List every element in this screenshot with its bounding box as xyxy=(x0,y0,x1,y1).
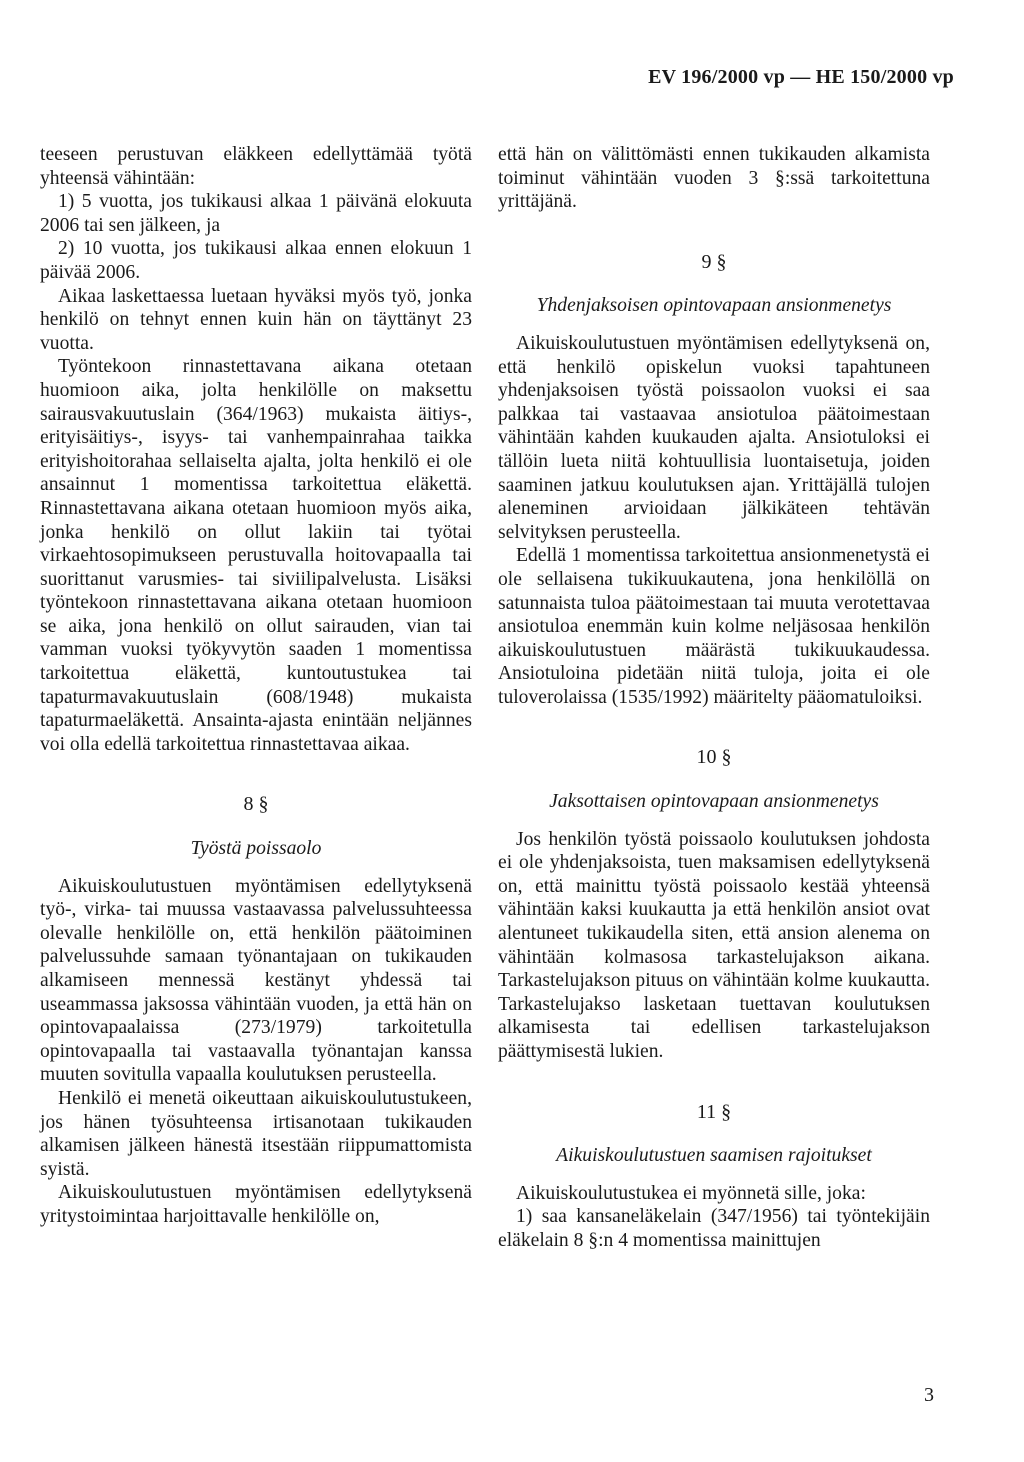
left-column xyxy=(40,143,472,1229)
paragraph: Työntekoon rinnastettavana aikana otetaan huomioon aika, jolta henkilölle on maksettu sairausvakuutuslain (364/1963) mukaista äitiys-, erityisäitiys-, isyys- tai vanhempainrahaa taikka erityishoitorahaa sellaiselta ajalta, jolta henkilö ei ole ansainnut 1 momentissa tarkoitettua eläkettä. Rinnastettavana aikana otetaan huomioon myös aika, jonka henkilö on ollut lakiin tai työtai virkaehtosopimukseen perustuvalla hoitovapaalla tai suorittanut varusmies- tai siviilipalvelusta. Lisäksi työntekoon rinnastettavana aikana otetaan huomioon se aika, jona henkilö on ollut sairauden, vian tai vamman vuoksi työkyvytön saaden 1 momentissa tarkoitettua eläkettä, kuntoutustukea tai tapaturmavakuutuslain (608/1948) mukaista tapaturmaeläkettä. Ansainta-ajasta enintään neljännes voi olla edellä tarkoitettua rinnastettavaa aikaa. xyxy=(40,356,472,755)
paragraph: Aikaa laskettaessa luetaan hyväksi myös työ, jonka henkilö on tehnyt ennen kuin hän on täyttänyt 23 vuotta. xyxy=(40,285,472,354)
section-number: 9 § xyxy=(701,250,727,273)
section-number: 8 § xyxy=(243,793,269,816)
page-header: EV 196/2000 vp — HE 150/2000 vp xyxy=(648,66,954,88)
paragraph: että hän on välittömästi ennen tukikauden alkamista toiminut vähintään vuoden 3 §:ssä tarkoitettuna yrittäjänä. xyxy=(498,144,930,213)
paragraph: Aikuiskoulutustukea ei myönnetä sille, joka: xyxy=(516,1182,866,1204)
paragraph: Aikuiskoulutustuen myöntämisen edellytyksenä on, että henkilö opiskelun vuoksi tapahtuneen yhdenjaksoisen työstä poissaolon vuoksi ei saa palkkaa tai vastaavaa ansiotuloa päätoimestaan vähintään kahden kuukauden ajalta. Ansiotuloksi ei tällöin lueta niitä kohtuullisia luontaisetuja, joiden saaminen jatkuu koulutuksen ajan. Yrittäjällä tulojen aleneminen arvioidaan jälkikäteen tehtävän selvityksen perusteella. xyxy=(498,332,930,543)
section-title: Jaksottaisen opintovapaan ansionmenetys xyxy=(549,791,879,813)
paragraph: Aikuiskoulutustuen myöntämisen edellytyksenä yritystoimintaa harjoittavalle henkilölle on, xyxy=(40,1182,472,1227)
section-number: 11 § xyxy=(696,1100,732,1123)
section-title: Aikuiskoulutustuen saamisen rajoitukset xyxy=(556,1145,872,1167)
paragraph: Edellä 1 momentissa tarkoitettua ansionmenetystä ei ole sellaisena tukikuukautena, jona henkilöllä on satunnaista tuloa päätoimestaan tai muuta verotettavaa ansiotuloa enemmän kuin kolme neljäsosaa henkilön aikuiskoulutustuen määrästä tukikuukaudessa. Ansiotuloina pidetään niitä tuloja, joita ei ole tuloverolaissa (1535/1992) määritelty pääomatuloiksi. xyxy=(498,545,930,708)
list-item: 1) 5 vuotta, jos tukikausi alkaa 1 päivänä elokuuta 2006 tai sen jälkeen, ja xyxy=(40,191,472,236)
paragraph: Jos henkilön työstä poissaolo koulutuksen johdosta ei ole yhdenjaksoista, tuen maksamisen edellytyksenä on, että mainittu työstä poissaolo kestää yhteensä vähintään kaksi kuukautta ja että henkilön ansiot ovat alentuneet tukikaudella siten, että ansion alenema on vähintään kolmasosa tarkastelujakson aikana. Tarkastelujakson pituus on vähintään kolme kuukautta. Tarkastelujakso lasketaan tuettavan koulutuksen alkamisesta tai edellisen tarkastelujakson päättymisestä lukien. xyxy=(498,828,930,1062)
paragraph: teeseen perustuvan eläkkeen edellyttämää työtä yhteensä vähintään: xyxy=(40,144,472,189)
section-title: Työstä poissaolo xyxy=(190,838,322,860)
right-column xyxy=(498,143,930,1253)
list-item: 2) 10 vuotta, jos tukikausi alkaa ennen elokuun 1 päivää 2006. xyxy=(40,238,472,283)
paragraph: Aikuiskoulutustuen myöntämisen edellytyksenä työ-, virka- tai muussa vastaavassa palvelussuhteessa olevalle henkilölle on, että henkilön päätoiminen palvelussuhde samaan työnantajaan on tukikauden alkamiseen mennessä kestänyt yhdessä tai useammassa jaksossa vähintään vuoden, ja että hän on opintovapaalaissa (273/1979) tarkoitetulla opintovapaalla tai vastaavalla työnantajan kanssa muuten sovitulla vapaalla koulutuksen perusteella. xyxy=(40,875,472,1086)
list-item: 1) saa kansaneläkelain (347/1956) tai työntekijäin eläkelain 8 §:n 4 momentissa mainittujen xyxy=(498,1206,930,1251)
page-number: 3 xyxy=(924,1384,934,1406)
section-number: 10 § xyxy=(696,746,732,769)
paragraph: Henkilö ei menetä oikeuttaan aikuiskoulutustukeen, jos hänen työsuhteensa irtisanotaan tukikauden alkamisen jälkeen hänestä itsestään riippumattomista syistä. xyxy=(40,1087,472,1180)
section-title: Yhdenjaksoisen opintovapaan ansionmenetys xyxy=(536,295,892,317)
